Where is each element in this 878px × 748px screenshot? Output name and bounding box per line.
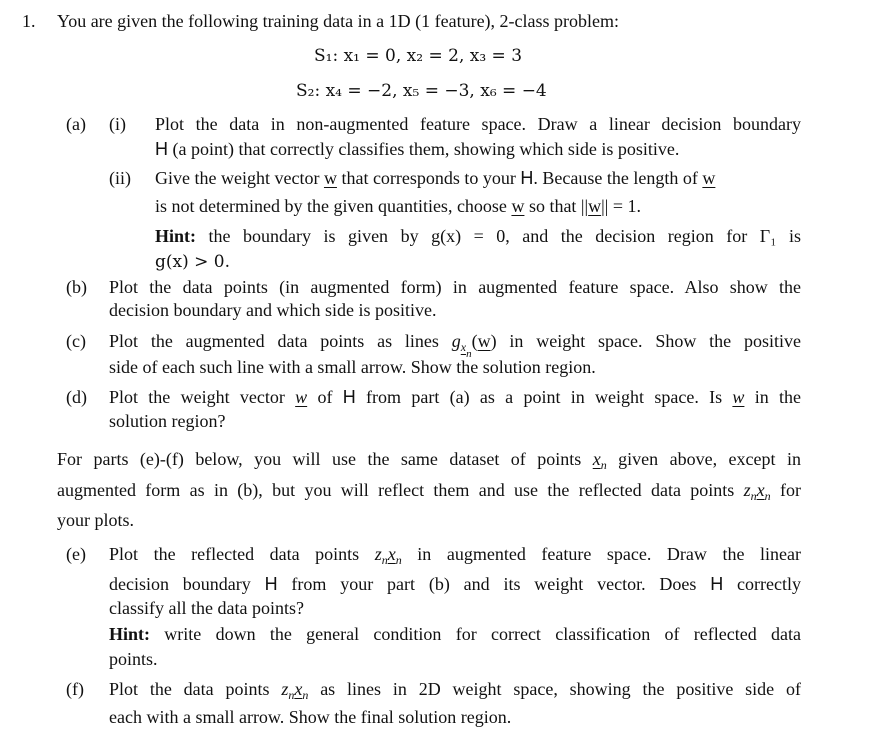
part-e-line2: decision boundary H from your part (b) and its weight vector. Does H correctly bbox=[109, 574, 801, 594]
part-e-hint-line1: Hint: write down the general condition for correct classification of reflected data bbox=[109, 624, 801, 644]
part-c-line1: Plot the augmented data points as lines $g_{xn}(w)$ in weight space. Show the positive bbox=[109, 331, 802, 360]
part-b-line2: decision boundary and which side is positive. bbox=[109, 300, 437, 320]
part-a-i-label: (i) bbox=[109, 114, 126, 134]
problem-intro: You are given the following training data in a 1D (1 feature), 2-class problem: bbox=[57, 11, 620, 31]
part-d-line1: Plot the weight vector w of H from part (a) as a point in weight space. Is w in the bbox=[109, 387, 802, 407]
part-e-line1: Plot the reflected data points $z_nx_n$ in augmented feature space. Draw the linear bbox=[109, 544, 801, 567]
part-a-ii-line1: Give the weight vector w that corresponds to your H. Because the length of w bbox=[155, 168, 716, 188]
e-hint-label: Hint: bbox=[109, 624, 151, 644]
part-b-line1: Plot the data points (in augmented form) in augmented feature space. Also show the bbox=[109, 277, 801, 297]
part-c-label: (c) bbox=[66, 331, 86, 351]
part-a-ii-line2: is not determined by the given quantities, choose w so that ||w|| = 1. bbox=[155, 196, 641, 216]
part-a-label: (a) bbox=[66, 114, 86, 134]
part-b-label: (b) bbox=[66, 277, 87, 297]
part-a-i-line1: Plot the data in non-augmented feature space. Draw a linear decision boundary bbox=[155, 114, 801, 134]
ef-intro-line3: your plots. bbox=[57, 510, 135, 530]
part-f-line2: each with a small arrow. Show the final solution region. bbox=[109, 707, 512, 727]
part-a-i-line2: H (a point) that correctly classifies them, showing which side is positive. bbox=[155, 139, 680, 159]
part-f-line1: Plot the data points $z_nx_n$ as lines in 2D weight space, showing the positive side of bbox=[109, 679, 801, 702]
part-c-line2: side of each such line with a small arrow. Show the solution region. bbox=[109, 357, 596, 377]
part-a-hint-line1: Hint: the boundary is given by g(x) = 0, and the decision region for Γ₁ is bbox=[155, 226, 801, 246]
part-a-ii-label: (ii) bbox=[109, 168, 131, 188]
part-e-line3: classify all the data points? bbox=[109, 598, 304, 618]
class-s1-data: S₁: x₁ = 0, x₂ = 2, x₃ = 3 bbox=[314, 46, 523, 66]
part-f-label: (f) bbox=[66, 679, 84, 699]
weight-vector-w: w bbox=[323, 168, 337, 188]
part-a-hint-line2: g(x) > 0. bbox=[155, 252, 231, 272]
class-s2-data: S₂: x₄ = −2, x₅ = −3, x₆ = −4 bbox=[296, 81, 547, 101]
problem-number: 1. bbox=[22, 11, 36, 31]
boundary-h: H bbox=[155, 139, 168, 159]
ef-intro-line1: For parts (e)-(f) below, you will use the same dataset of points $x_n$ given above, except in bbox=[57, 449, 801, 472]
part-e-label: (e) bbox=[66, 544, 86, 564]
part-e-hint-line2: points. bbox=[109, 649, 158, 669]
hint-label: Hint: bbox=[155, 226, 197, 246]
part-d-line2: solution region? bbox=[109, 411, 226, 431]
ef-intro-line2: augmented form as in (b), but you will reflect them and use the reflected data points $z_nx_n$ for bbox=[57, 480, 801, 503]
part-d-label: (d) bbox=[66, 387, 87, 407]
